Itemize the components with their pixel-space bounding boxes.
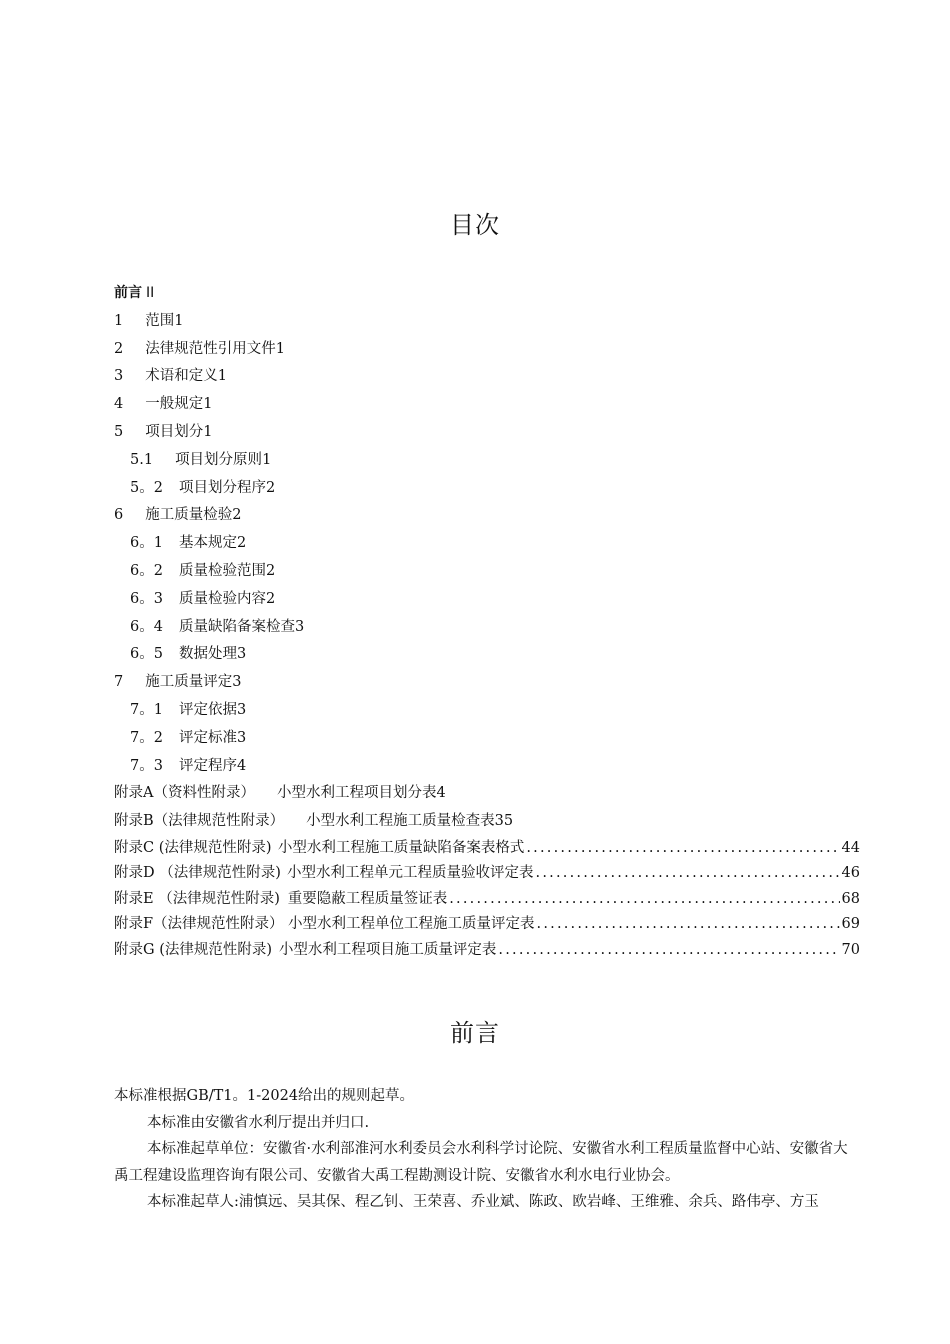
toc-entry-number: 5 — [114, 423, 124, 440]
toc-entry-page: 1 — [217, 368, 227, 385]
toc-entry-number: 6。5 — [130, 646, 163, 663]
toc-entry-text: 小型水利工程施工质量缺陷备案表格式 — [277, 839, 525, 856]
toc-title: 目次 — [450, 211, 500, 239]
toc-entry-number: 6。2 — [130, 562, 163, 579]
toc-entry[interactable] — [114, 641, 860, 669]
toc-entry[interactable] — [114, 836, 860, 861]
toc-entry-number: 附录E （法律规范性附录) — [114, 890, 280, 907]
toc-entry-page: 68 — [841, 890, 860, 907]
toc-entry-text: 数据处理 — [178, 646, 237, 663]
dot-leader — [449, 887, 839, 912]
toc-entry-number: 前言 — [114, 285, 142, 301]
toc-entry-number: 附录F（法律规范性附录） — [114, 916, 284, 933]
toc-entry-text: 小型水利工程项目施工质量评定表 — [278, 941, 497, 958]
toc-entry[interactable] — [114, 475, 860, 503]
toc-entry-number: 4 — [114, 396, 124, 413]
toc-entry-number: 附录A（资料性附录） — [114, 785, 255, 802]
toc-entry-number: 1 — [114, 312, 124, 329]
toc-entry-number: 附录C (法律规范性附录) — [114, 839, 272, 856]
dot-leader — [526, 836, 839, 861]
toc-entry-text: 质量缺陷备案检查 — [178, 618, 295, 635]
toc-entry-page: 2 — [265, 562, 276, 579]
toc-entry[interactable] — [114, 669, 860, 697]
toc-entry-page: 70 — [841, 941, 860, 958]
toc-entry[interactable] — [114, 363, 860, 391]
toc-entry-number: 5.1 — [130, 451, 154, 468]
toc-entry-page: 35 — [494, 813, 514, 830]
toc-entry-page: 3 — [232, 674, 242, 691]
dot-leader — [498, 938, 839, 963]
toc-entry-text: 项目划分原则 — [175, 451, 263, 468]
toc-entry-text: 施工质量评定 — [145, 674, 233, 691]
toc-entry-page: 3 — [236, 729, 247, 746]
toc-entry-number: 5。2 — [130, 479, 163, 496]
toc-entry-number: 7。3 — [130, 757, 163, 774]
toc-entry-page: 4 — [236, 757, 247, 774]
toc-entry-number: 6 — [114, 507, 124, 524]
toc-entry-text: 基本规定 — [178, 535, 237, 552]
toc-entry-number: 6。1 — [130, 535, 163, 552]
toc-entry-number: 7。1 — [130, 701, 163, 718]
toc-entry-page: 1 — [275, 340, 285, 357]
toc-entry-number: 6。3 — [130, 590, 163, 607]
toc-entry-text: 小型水利工程单位工程施工质量评定表 — [288, 916, 535, 933]
toc-entry-number: 附录B（法律规范性附录） — [114, 813, 285, 830]
table-of-contents — [114, 280, 860, 963]
toc-entry-page: 3 — [294, 618, 305, 635]
preface-paragraph: 本标准起草人:浦慎远、吴其保、程乙钊、王荣喜、乔业斌、陈政、欧岩峰、王维雅、余兵、路伟亭、方玉 — [147, 1194, 819, 1210]
toc-entry-page: 69 — [841, 916, 860, 933]
toc-entry[interactable] — [114, 614, 860, 642]
toc-entry-text: 质量检验内容 — [178, 590, 266, 607]
toc-entry-page: 44 — [841, 839, 860, 856]
dot-leader — [536, 861, 840, 886]
toc-entry-page: 3 — [236, 646, 247, 663]
toc-entry-page: 1 — [174, 312, 184, 329]
toc-entry[interactable] — [114, 861, 860, 886]
toc-entry-number: 2 — [114, 340, 124, 357]
toc-entry-page: 3 — [236, 701, 247, 718]
toc-entry[interactable] — [114, 308, 860, 336]
preface-paragraph: 本标准由安徽省水利厅提出并归口. — [147, 1114, 370, 1131]
toc-entry-text: 项目划分 — [145, 423, 204, 440]
toc-entry[interactable] — [114, 447, 860, 475]
toc-entry-number: 7 — [114, 674, 124, 691]
toc-entry-text: 一般规定 — [145, 396, 204, 413]
toc-entry-number: 7。2 — [130, 729, 163, 746]
toc-entry-number: 附录D （法律规范性附录) — [114, 865, 281, 882]
toc-entry-text: 施工质量检验 — [145, 507, 233, 524]
toc-entry[interactable] — [114, 697, 860, 725]
toc-entry-number: 6。4 — [130, 618, 163, 635]
toc-entry[interactable] — [114, 887, 860, 912]
toc-entry-text: 术语和定义 — [145, 368, 218, 385]
toc-entry-number: 3 — [114, 368, 124, 385]
toc-entry-text: 评定标准 — [178, 729, 237, 746]
toc-entry[interactable] — [114, 912, 860, 937]
toc-entry[interactable] — [114, 938, 860, 963]
toc-entry[interactable] — [114, 502, 860, 530]
toc-entry-page: 1 — [203, 423, 213, 440]
toc-entry-text: 质量检验范围 — [178, 562, 266, 579]
toc-entry-page: 2 — [236, 535, 247, 552]
toc-entry-number: 附录G (法律规范性附录) — [114, 941, 273, 958]
preface-title: 前言 — [450, 1019, 500, 1047]
dot-leader — [537, 912, 840, 937]
toc-entry-page: 46 — [841, 865, 860, 882]
toc-entry-text: II — [146, 285, 155, 301]
toc-entry-text: 评定程序 — [178, 757, 237, 774]
toc-entry[interactable] — [114, 558, 860, 586]
toc-entry-page: 2 — [232, 507, 242, 524]
toc-entry-page: 2 — [265, 590, 276, 607]
toc-entry-page: 1 — [262, 451, 272, 468]
toc-entry-page: 4 — [436, 785, 446, 802]
toc-entry-text: 小型水利工程单元工程质量验收评定表 — [287, 865, 534, 882]
toc-entry-text: 法律规范性引用文件 — [145, 340, 276, 357]
toc-entry-text: 小型水利工程项目划分表 — [276, 785, 437, 802]
preface-paragraph: 本标准起草单位：安徽省·水利部淮河水利委员会水利科学讨论院、安徽省水利工程质量监督中心站、安徽省大禹工程建设监理咨询有限公司、安徽省大禹工程勘测设计院、安徽省水利水电行业协会。 — [114, 1141, 848, 1184]
toc-entry[interactable] — [114, 780, 860, 808]
toc-entry-text: 范围 — [145, 312, 175, 329]
toc-entry[interactable] — [114, 725, 860, 753]
toc-entry[interactable] — [114, 280, 860, 308]
preface-body — [114, 1083, 860, 1216]
preface-paragraph: 本标准根据GB/T1。1-2024给出的规则起草。 — [114, 1088, 415, 1104]
toc-entry-page: 2 — [265, 479, 276, 496]
toc-entry-text: 小型水利工程施工质量检查表 — [306, 813, 495, 830]
toc-entry[interactable] — [114, 753, 860, 781]
toc-entry[interactable] — [114, 530, 860, 558]
toc-entry[interactable] — [114, 336, 860, 364]
toc-entry[interactable] — [114, 419, 860, 447]
toc-entry-text: 评定依据 — [178, 701, 237, 718]
toc-entry[interactable] — [114, 586, 860, 614]
toc-entry-text: 项目划分程序 — [178, 479, 266, 496]
toc-entry[interactable] — [114, 391, 860, 419]
toc-entry[interactable] — [114, 808, 860, 836]
toc-entry-page: 1 — [203, 396, 213, 413]
toc-entry-text: 重要隐蔽工程质量签证表 — [287, 890, 448, 907]
